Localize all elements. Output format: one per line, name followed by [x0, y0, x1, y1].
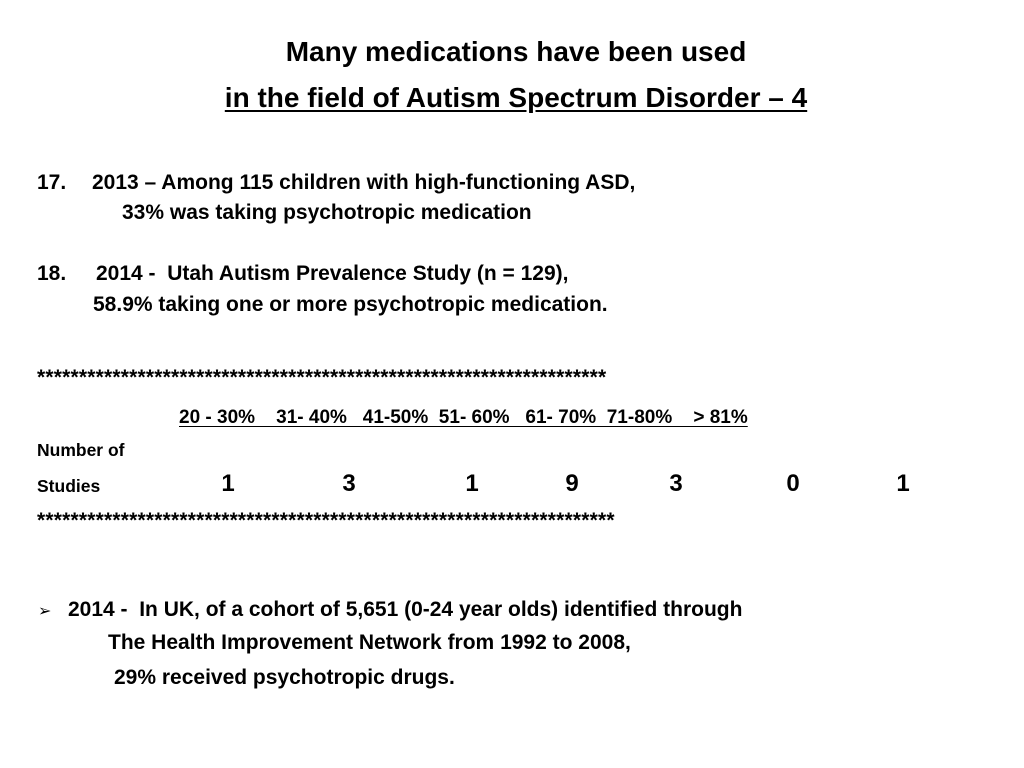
- item-17-line-2: 33% was taking psychotropic medication: [122, 201, 532, 224]
- arrow-bullet-icon: ➢: [38, 603, 52, 620]
- item-18-line-2: 58.9% taking one or more psychotropic medication.: [93, 293, 608, 316]
- count-51-60: 9: [565, 470, 579, 497]
- count-20-30: 1: [221, 470, 235, 497]
- row-label-line-2: Studies: [37, 476, 101, 496]
- item-18-line-1: 2014 - Utah Autism Prevalence Study (n = 129),: [96, 262, 569, 285]
- count-61-70: 3: [669, 470, 683, 497]
- slide-title-line-2: in the field of Autism Spectrum Disorder – 4: [224, 82, 808, 113]
- bullet-line-2: The Health Improvement Network from 1992 to 2008,: [108, 631, 631, 654]
- count-81-plus: 1: [896, 470, 910, 497]
- slide-title-line-1: Many medications have been used: [285, 36, 747, 67]
- separator-bottom: *********************************************************************: [37, 509, 615, 532]
- count-31-40: 3: [342, 470, 356, 497]
- table-header-ranges: 20 - 30% 31- 40% 41-50% 51- 60% 61- 70% 71-80% > 81%: [179, 407, 748, 428]
- bullet-line-3: 29% received psychotropic drugs.: [114, 666, 455, 689]
- count-41-50: 1: [465, 470, 479, 497]
- separator-top: ********************************************************************: [37, 366, 607, 389]
- row-label-line-1: Number of: [37, 440, 125, 460]
- count-71-80: 0: [786, 470, 800, 497]
- item-17-line-1: 2013 – Among 115 children with high-functioning ASD,: [92, 171, 636, 194]
- item-17-number: 17.: [37, 171, 67, 194]
- item-18-number: 18.: [37, 262, 67, 285]
- bullet-line-1: 2014 - In UK, of a cohort of 5,651 (0-24 year olds) identified through: [68, 598, 743, 621]
